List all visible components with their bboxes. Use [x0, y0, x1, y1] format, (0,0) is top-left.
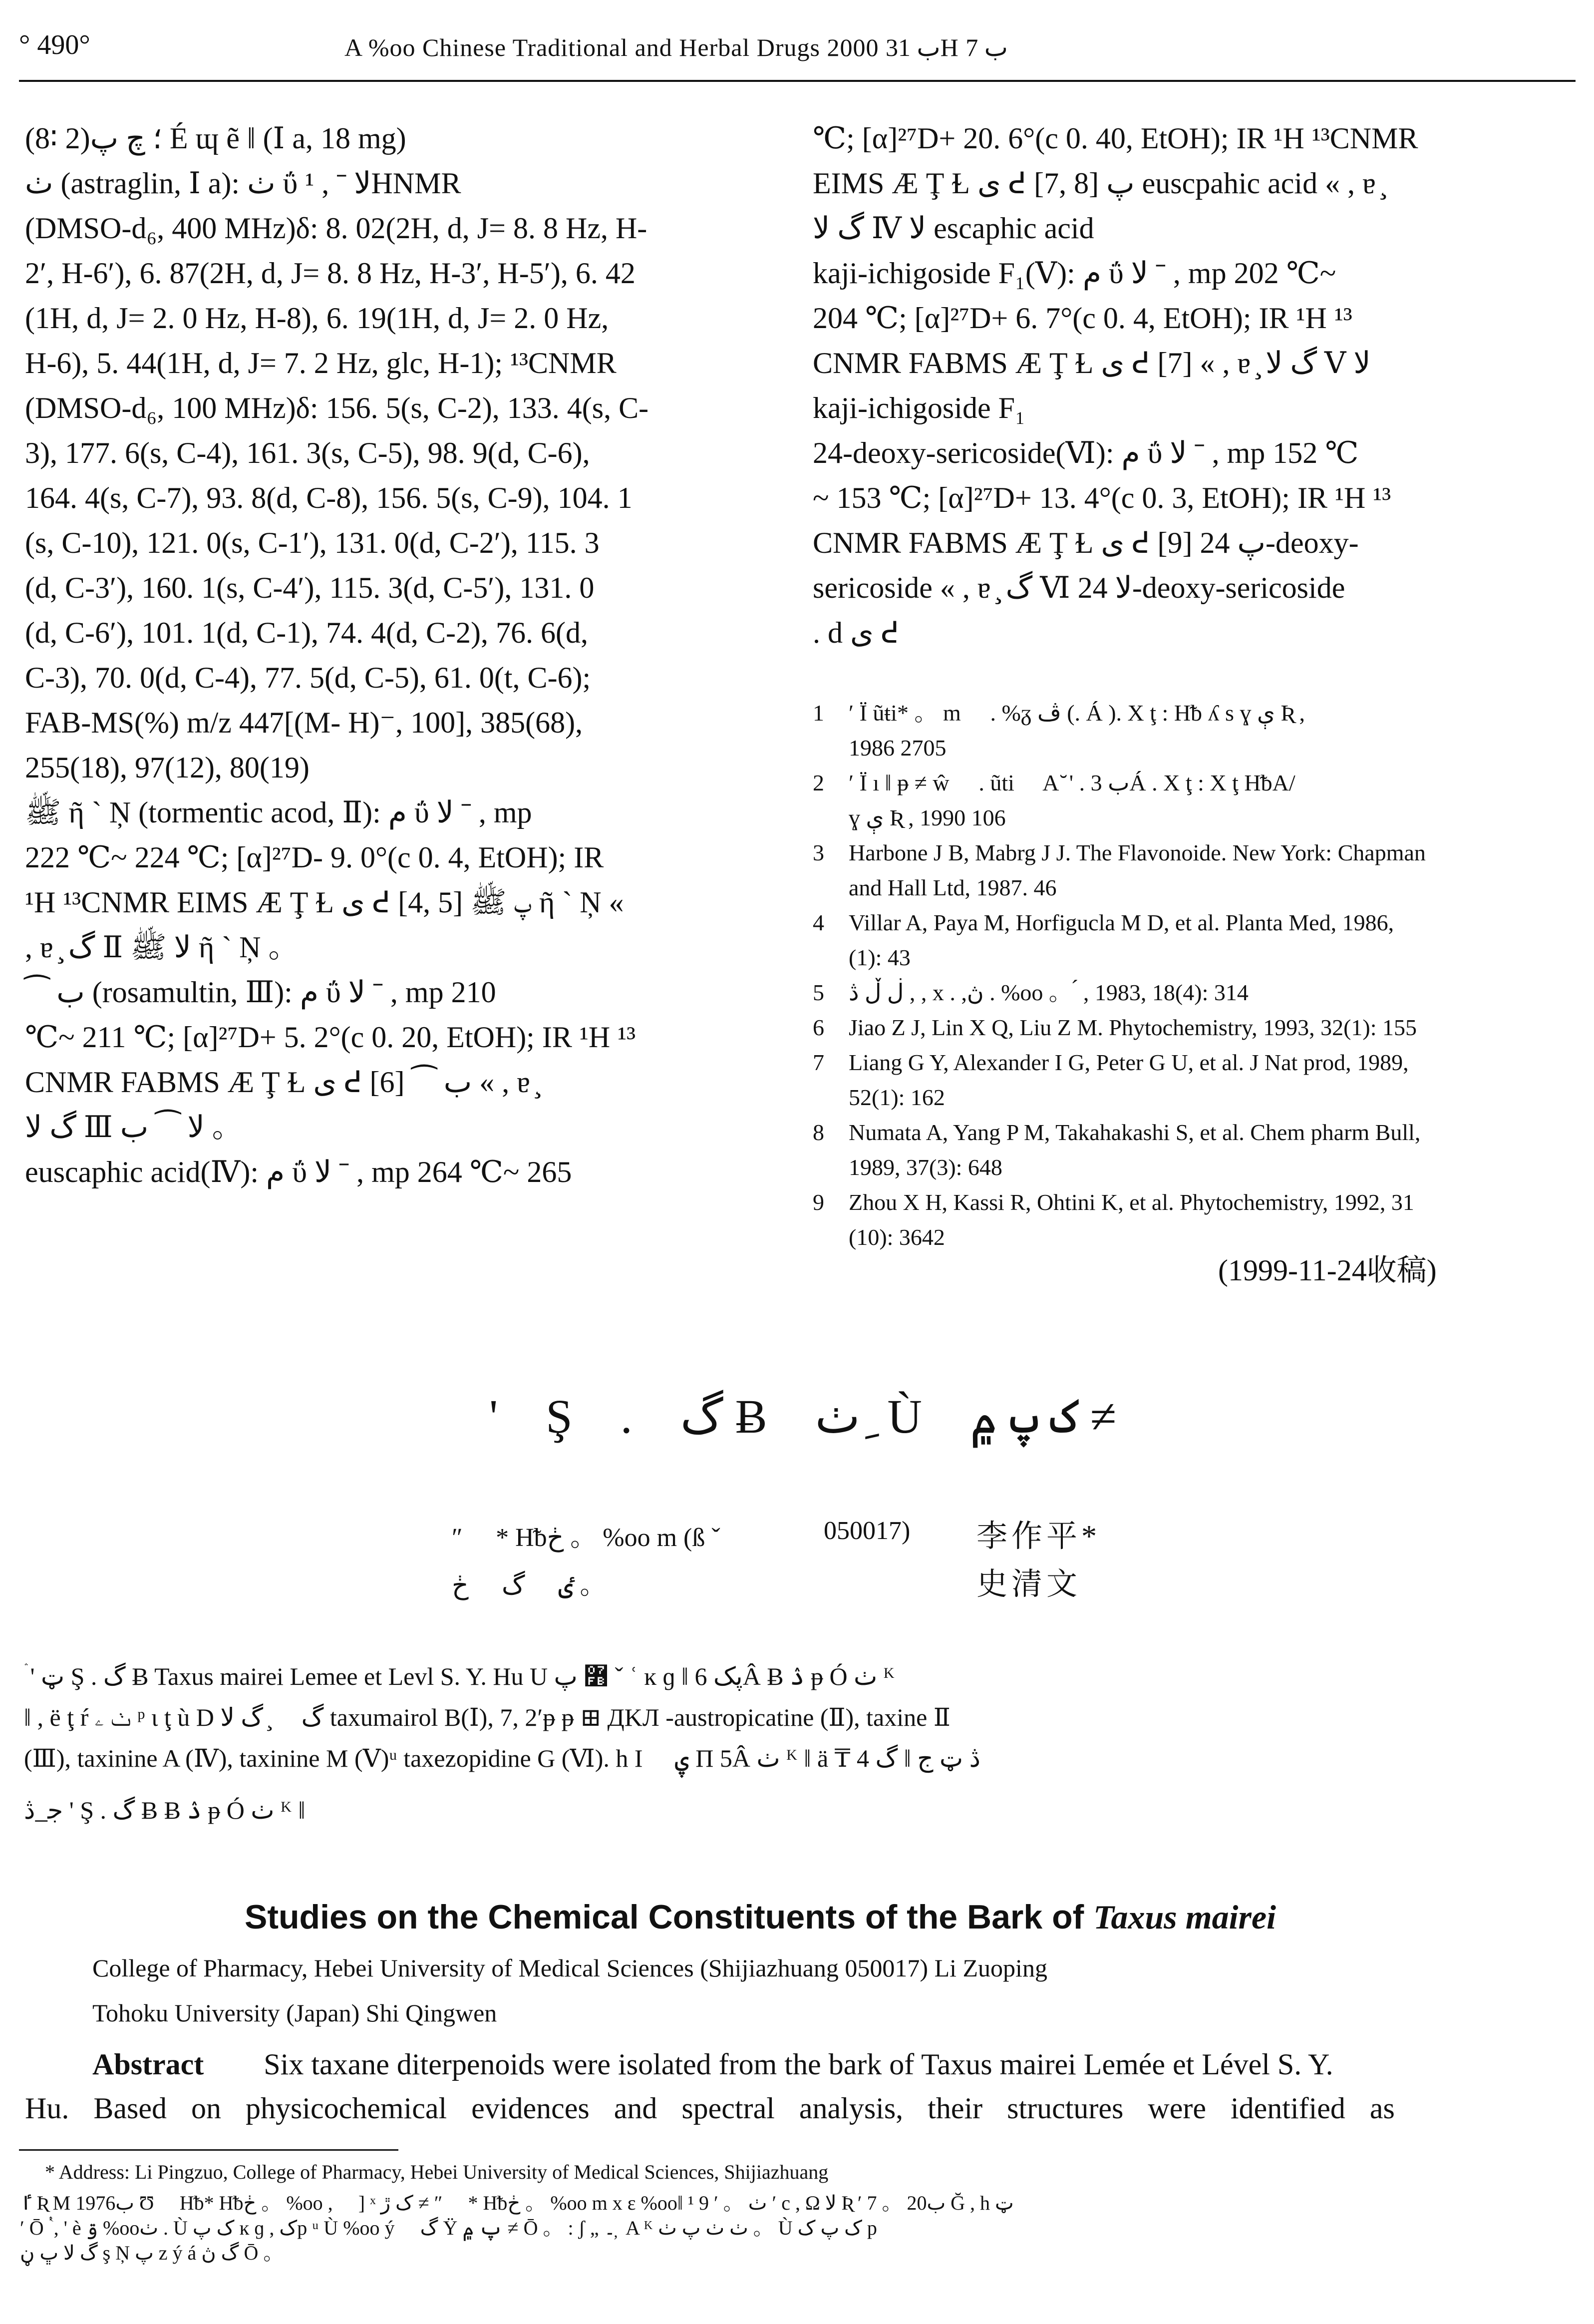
- affiliation-en-2: Tohoku University (Japan) Shi Qingwen: [92, 1999, 497, 2027]
- reference-number: 9: [813, 1189, 824, 1215]
- footnote-line: ٵ Ʀ M 1976ب Ʊ ⃞ Hᵬ* Hᵬڂ 。 %oo , ⃞ ] ˣ ک ڙ ≠ ″ ⃞ * Hᵬڂ 。 %oo m x ε %oo‖ ٺ 。 ′ 9 ¹ ′ c , Ω ﻻ Ʀ ′ 7 。 20ب Ğ , h ټ: [20, 2192, 1014, 2214]
- header-rule: [19, 80, 1576, 82]
- text-line: kaji-ichigoside F₁(Ⅴ): م ΰ ﻻ ˉ , mp 202 ℃~: [813, 257, 1336, 290]
- left-column: [25, 116, 764, 1194]
- reference-number: 5: [813, 980, 824, 1005]
- affiliation-en-1: College of Pharmacy, Hebei University of Medical Sciences (Shijiazhuang 050017) Li Zuoping: [92, 1954, 1047, 1982]
- footnote-rule: [19, 2149, 398, 2151]
- text-line: C-3), 70. 0(d, C-4), 77. 5(d, C-5), 61. 0(t, C-6);: [25, 661, 591, 694]
- footnote-line: * Address: Li Pingzuo, College of Pharmacy, Hebei University of Medical Sciences, Shijiazhuang: [45, 2161, 829, 2183]
- reference-text: and Hall Ltd, 1987. 46: [849, 875, 1057, 900]
- text-line: CNMR FABMS Æ Ţ Ɫ ی ᕍ [7] « , ɐ ̧ گ ﻻ Ⅴ ﻻ: [813, 347, 1371, 380]
- text-line: (8∶ 2)؛ چ پ É ɰ ẽ ‖ (Ⅰ a, 18 mg): [25, 122, 406, 155]
- text-line: H-6), 5. 44(1H, d, J= 7. 2 Hz, glc, H-1); ¹³CNMR: [25, 347, 617, 380]
- reference-number: 8: [813, 1120, 824, 1145]
- reference-number: 3: [813, 840, 824, 865]
- text-line: ٺ (astraglin, Ⅰ a): ٺ ΰ ﻻ ˉ , ¹HNMR: [25, 167, 461, 200]
- reference-text: Numata A, Yang P M, Takahakashi S, et al. Chem pharm Bull,: [849, 1120, 1421, 1145]
- reference-text: 52(1): 162: [849, 1085, 945, 1110]
- reference-item: [813, 1049, 1572, 1077]
- page-number: ° 490°: [19, 29, 90, 60]
- text-line: . d ی ᕍ: [813, 616, 900, 649]
- keywords-zh-line: ﺟ ̲ ڎ ' Ş . گ Ƀ Ƀ ۮ ᵽ Ó ٺ ᴷ ‖: [24, 1796, 306, 1824]
- reference-text: 1986 2705: [849, 735, 947, 761]
- reference-text: 1989, 37(3): 648: [849, 1155, 1002, 1180]
- text-line: CNMR FABMS Æ Ţ Ɫ ی ᕍ [6] ⁀ ب « , ɐ ̧: [25, 1066, 538, 1099]
- abstract-text: Six taxane diterpenoids were isolated from the bark of Taxus mairei Lemée et Lével S. Y.: [264, 2048, 1333, 2081]
- text-line: 24-deoxy-sericoside(Ⅵ): م ΰ ﻻ ˉ , mp 152 ℃: [813, 436, 1359, 469]
- reference-item: [813, 1119, 1572, 1147]
- postal-code: 050017): [824, 1517, 911, 1545]
- text-line: (s, C-10), 121. 0(s, C-1′), 131. 0(d, C-2′), 115. 3: [25, 526, 600, 559]
- text-line: 255(18), 97(12), 80(19): [25, 751, 310, 784]
- text-line: sericoside « , ɐ ̧ گ Ⅵ ﻻ 24-deoxy-sericoside: [813, 571, 1345, 604]
- text-line: گ ﻻ Ⅲ ﻻ ⁀ ب 。: [25, 1111, 242, 1144]
- reference-text: ′ Ï ũŧi* 。 m ⃞ . %ᵹ ڤ (. Á ). Χ ţ : Hᵬ ʎ s ɣ ې Ʀ ,: [849, 700, 1305, 726]
- reference-text: Villar A, Paya M, Horfigucla M D, et al. Planta Med, 1986,: [849, 910, 1394, 935]
- reference-item: [813, 1084, 1572, 1112]
- reference-text: ′ Ï ı ‖ ᵽ ≠ ŵ ⃞ . ũti ⃞ A ̆ ' . ب 3Á . Χ ţ : Χ ţ HᵬA/: [849, 770, 1295, 795]
- reference-list: [813, 699, 1572, 1258]
- reference-number: 6: [813, 1015, 824, 1040]
- reference-item: [813, 1014, 1572, 1042]
- reference-item: [813, 804, 1572, 832]
- reference-text: Jiao Z J, Lin X Q, Liu Z M. Phytochemistry, 1993, 32(1): 155: [849, 1015, 1417, 1040]
- reference-text: Liang G Y, Alexander I G, Peter G U, et al. J Nat prod, 1989,: [849, 1050, 1409, 1075]
- reference-number: 2: [813, 770, 824, 795]
- abstract-en-line-2: Hu. Based on physicochemical evidences and spectral analysis, their structures were identified as: [25, 2092, 1395, 2125]
- text-line: (DMSO-d₆, 100 MHz)δ: 156. 5(s, C-2), 133. 4(s, C-: [25, 391, 649, 424]
- reference-item: [813, 909, 1572, 937]
- reference-item: [813, 699, 1572, 727]
- abstract-zh-line: ‖ , ë ţ ŕ ٺ ۦ ᵖ ι ţ ù D گ ⃞ ̧ گ ﻻ taxumairol B(Ⅰ), 7, 2′ᵽ ᵽ ⊞ ДKЛ -austropicatine (Ⅱ), taxine Ⅱ: [24, 1703, 951, 1731]
- text-line: euscaphic acid(Ⅳ): م ΰ ﻻ ˉ , mp 264 ℃~ 265: [25, 1156, 572, 1188]
- text-line: ℃~ 211 ℃; [α]²⁷D+ 5. 2°(c 0. 20, EtOH); IR ¹H ¹³: [25, 1021, 636, 1054]
- text-line: ~ 153 ℃; [α]²⁷D+ 13. 4°(c 0. 3, EtOH); IR ¹H ¹³: [813, 481, 1391, 514]
- reference-text: ڶ ڵ ڎ , , x . ,ڽ . %oo 。 ́ , 1983, 18(4): 314: [849, 980, 1249, 1005]
- reference-text: Harbone J B, Mabrg J J. The Flavonoide. New York: Chapman: [849, 840, 1426, 865]
- title-en-species: Taxus mairei: [1093, 1898, 1276, 1936]
- reference-number: 7: [813, 1050, 824, 1075]
- article-title-en: [245, 1898, 1276, 1937]
- affiliation-zh-2: ٸ ⃞ گ ⃞ ڂ 。: [452, 1571, 606, 1600]
- abstract-label: Abstract: [92, 2048, 204, 2081]
- abstract-zh-line: ۛ ' ټ Ş . گ Ƀ Taxus mairei Lemee et Levl S. Y. Hu U ߻ پ ˇ ʿ ĸ ɡ ‖ پک 6Â Ƀ ۮ ᵽ Ó ٺ ᴷ: [24, 1662, 895, 1690]
- text-line: kaji-ichigoside F₁: [813, 391, 1025, 424]
- footnote-line: گ ﻻ ڀ ڼ ş Ņ پ z ý á گ ڽ Ō 。: [20, 2242, 284, 2264]
- text-line: ¹H ¹³CNMR EIMS Æ Ţ Ɫ ی ᕍ [4, 5] پ ﷺ ῆ ` Ņ «: [25, 886, 624, 919]
- reference-item: [813, 874, 1572, 902]
- reference-text: Zhou X H, Kassi R, Ohtini K, et al. Phytochemistry, 1992, 31: [849, 1189, 1414, 1215]
- text-line: (d, C-6′), 101. 1(d, C-1), 74. 4(d, C-2), 76. 6(d,: [25, 616, 588, 649]
- reference-item: [813, 1154, 1572, 1181]
- author-name-2: 史清文: [976, 1567, 1082, 1601]
- abstract-zh-line: (Ⅲ), taxinine A (Ⅳ), taxinine M (Ⅴ)ᵘ taxezopidine G (Ⅵ). h I ⃞ ۑ Π 5Â ٺ ᴷ ‖ ä ₸ 4 ڎ ټ ج ‖ گ: [24, 1744, 980, 1772]
- text-line: 222 ℃~ 224 ℃; [α]²⁷D- 9. 0°(c 0. 4, EtOH); IR: [25, 841, 604, 874]
- affiliation-zh-1: ″ ⃞ * Hᵬڂ 。 %oo m (ß ˇ: [452, 1524, 720, 1552]
- reference-item: [813, 839, 1572, 867]
- text-line: 2′, H-6′), 6. 87(2H, d, J= 8. 8 Hz, H-3′, H-5′), 6. 42: [25, 257, 636, 290]
- reference-item: [813, 1223, 1572, 1251]
- reference-item: [813, 979, 1572, 1007]
- text-line: , ɐ ̧ گ Ⅱ ﻻ ﷺ ῆ ` Ņ 。: [25, 931, 299, 964]
- reference-text: ɣ ې Ʀ , 1990 106: [849, 805, 1006, 830]
- reference-item: [813, 944, 1572, 972]
- abstract-en-line-1: [92, 2047, 1333, 2082]
- reference-number: 4: [813, 910, 824, 935]
- footnote-line: ′ Ō ٝ , ' è ۊ %ooٺ . Ù ک پ ĸ ɡ , کp ᵘ Ù %oo ý ⃞ گ Ÿ پ ۾ ≠ Ō 。 : ʃ „ ۔ ̦ A ᴷ ٺ ٺ پ ٺ 。 Ù ک پ ک p: [20, 2217, 877, 2239]
- text-line: 164. 4(s, C-7), 93. 8(d, C-8), 156. 5(s, C-9), 104. 1: [25, 481, 633, 514]
- text-line: (d, C-3′), 160. 1(s, C-4′), 115. 3(d, C-5′), 131. 0: [25, 571, 595, 604]
- reference-item: [813, 734, 1572, 762]
- text-line: FAB-MS(%) m/z 447[(M- H)⁻, 100], 385(68),: [25, 706, 583, 739]
- text-line: ⁀ ب (rosamultin, Ⅲ): م ΰ ﻻ ˉ , mp 210: [25, 976, 496, 1009]
- text-line: 204 ℃; [α]²⁷D+ 6. 7°(c 0. 4, EtOH); IR ¹H ¹³: [813, 302, 1352, 335]
- text-line: (DMSO-d₆, 400 MHz)δ: 8. 02(2H, d, J= 8. 8 Hz, H-: [25, 212, 647, 245]
- reference-number: 1: [813, 700, 824, 726]
- text-line: 3), 177. 6(s, C-4), 161. 3(s, C-5), 98. 9(d, C-6),: [25, 436, 590, 469]
- article-title-zh: ' Ş . گ Ƀ ٺ ِ Ù ک پ ۾ ≠: [489, 1390, 1117, 1443]
- author-name-1: 李作平*: [976, 1520, 1101, 1553]
- text-line: (1H, d, J= 2. 0 Hz, H-8), 6. 19(1H, d, J= 2. 0 Hz,: [25, 302, 609, 335]
- reference-item: [813, 769, 1572, 797]
- received-date: (1999-11-24收稿): [1218, 1254, 1437, 1287]
- journal-header: A %oo Chinese Traditional and Herbal Drugs 2000 ب 31H ب 7: [344, 33, 1008, 61]
- text-line: CNMR FABMS Æ Ţ Ɫ ی ᕍ [9] پ 24-deoxy-: [813, 526, 1359, 559]
- title-en-text: Studies on the Chemical Constituents of the Bark of: [245, 1898, 1094, 1936]
- reference-item: [813, 1188, 1572, 1216]
- text-line: ℃; [α]²⁷D+ 20. 6°(c 0. 40, EtOH); IR ¹H ¹³CNMR: [813, 122, 1418, 155]
- reference-text: (1): 43: [849, 945, 911, 970]
- text-line: گ ﻻ Ⅳ ﻻ escaphic acid: [813, 212, 1094, 245]
- text-line: ﷺ ῆ ` Ņ (tormentic acod, Ⅱ): م ΰ ﻻ ˉ , mp: [25, 796, 532, 829]
- right-column: [813, 116, 1572, 655]
- text-line: EIMS Æ Ţ Ɫ ی ᕍ [7, 8] پ euscpahic acid « , ɐ ̧: [813, 167, 1383, 200]
- reference-text: (10): 3642: [849, 1224, 945, 1250]
